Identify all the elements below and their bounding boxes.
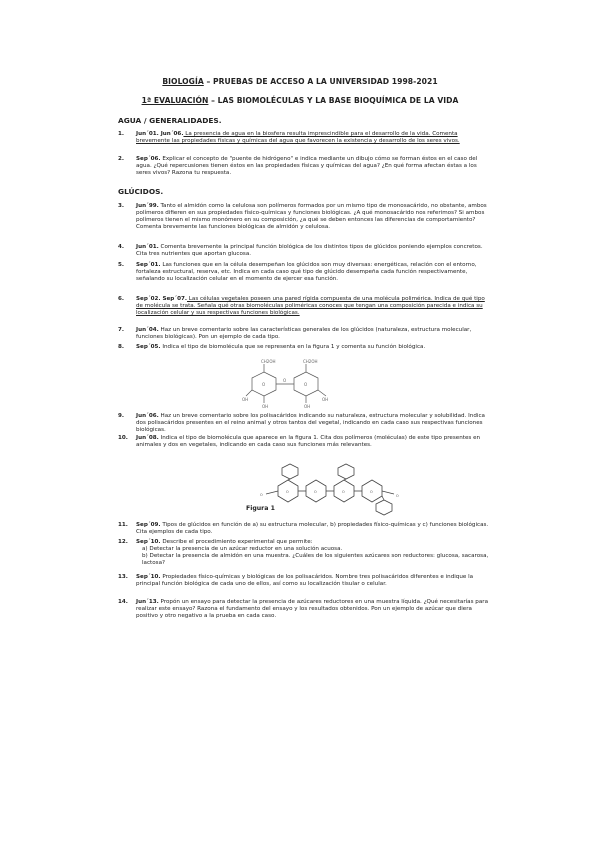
section-heading-agua: AGUA / GENERALIDADES. (118, 116, 222, 125)
question-number: 12. (118, 539, 128, 545)
question-number: 2. (118, 156, 125, 162)
question-3 (118, 203, 490, 231)
question-10 (118, 435, 490, 449)
question-number: 11. (118, 522, 128, 528)
subtitle-evaluation: 1ª EVALUACIÓN (141, 96, 209, 105)
title-rest: – PRUEBAS DE ACCESO A LA UNIVERSIDAD 1998-2021 (203, 77, 438, 86)
question-dates: Sep´09. (136, 522, 161, 528)
svg-text:CH2OH: CH2OH (303, 359, 318, 364)
question-text: Describe el procedimiento experimental que permite: (160, 539, 313, 545)
question-number: 1. (118, 131, 125, 137)
svg-text:O: O (342, 490, 345, 494)
question-text: Indica el tipo de biomolécula que aparece en la figura 1. Cita dos polímeros (moléculas) de este tipo presentes en animales y dos en vegetales, indicando en cada caso sus funciones más relevantes. (136, 435, 481, 448)
question-number: 10. (118, 435, 128, 441)
question-4 (118, 244, 490, 258)
question-dates: Sep´10. (136, 574, 161, 580)
question-dates: Sep´06. (136, 156, 161, 162)
question-dates: Sep´10. (136, 539, 161, 545)
question-2 (118, 156, 490, 177)
question-dates: Jun´99. (136, 203, 159, 209)
title-subject: BIOLOGÍA (162, 77, 204, 86)
svg-text:OH: OH (304, 404, 311, 409)
svg-text:OH: OH (322, 397, 329, 402)
question-subitem-a: a) Detectar la presencia de un azúcar reductor en una solución acuosa. (142, 545, 343, 552)
question-dates: Jun´08. (136, 435, 159, 441)
question-number: 8. (118, 344, 125, 350)
question-text: Comenta brevemente la principal función biológica de los distintos tipos de glúcidos poniendo ejemplos concretos. Cita tres nutrientes que aportan glucosa. (136, 244, 483, 257)
question-11 (118, 522, 490, 536)
svg-text:OH: OH (262, 404, 269, 409)
question-9 (118, 413, 490, 434)
question-number: 3. (118, 203, 125, 209)
question-text: Tipos de glúcidos en función de a) su estructura molecular, b) propiedades físico-químicas y c) funciones biológicas. Cita ejemplos de cada tipo. (136, 522, 489, 535)
figure-disaccharide-structure (242, 356, 334, 412)
question-14 (118, 599, 490, 620)
question-dates: Jun´13. (136, 599, 159, 605)
document-subtitle (0, 96, 600, 105)
question-subitem-b: b) Detectar la presencia de almidón en una muestra. ¿Cuáles de los siguientes azúcares son reductores: glucosa, sacarosa, lactosa? (142, 552, 489, 566)
svg-text:O: O (304, 382, 308, 387)
svg-text:OH: OH (242, 397, 249, 402)
section-heading-glucidos: GLÚCIDOS. (118, 187, 164, 196)
svg-text:O: O (314, 490, 317, 494)
question-text: Haz un breve comentario sobre los polisacáridos indicando su naturaleza, estructura molecular y solubilidad. Indica dos polisacáridos presentes en el reino animal y otros tantos del vegetal, indicando en cada caso sus respectivas funciones biológicas. (136, 413, 485, 433)
question-7 (118, 327, 490, 341)
figure-caption: Figura 1 (246, 505, 275, 512)
question-12 (118, 539, 490, 567)
question-dates: Jun´01. Jun´06. (136, 131, 184, 137)
svg-text:O: O (283, 378, 287, 383)
question-number: 4. (118, 244, 125, 250)
document-title (0, 77, 600, 86)
svg-text:O: O (396, 494, 399, 498)
subtitle-rest: – LAS BIOMOLÉCULAS Y LA BASE BIOQUÍMICA DE LA VIDA (208, 96, 459, 105)
question-13 (118, 574, 490, 588)
question-text: Propón un ensayo para detectar la presencia de azúcares reductores en una muestra líquida. ¿Qué necesitarías para realizar este ensayo? Razona el fundamento del ensayo y los resultados obtenidos. Pon un ejemplo de azúcar que diera positivo y otro negativo a la prueba en cada caso. (136, 599, 488, 619)
question-dates: Jun´06. (136, 413, 159, 419)
svg-text:O: O (286, 490, 289, 494)
question-text: Tanto el almidón como la celulosa son polímeros formados por un mismo tipo de monosacárido, no obstante, ambos polímeros difieren en sus propiedades físico-químicas y funciones biológicas. ¿A qué monosacárido nos referimos? Si ambos polímeros tienen el mismo monómero en su composición, ¿a qué se deben entonces las diferencias de comportamiento? Comenta brevemente las funciones biológicas de almidón y celulosa. (136, 203, 487, 230)
question-dates: Sep´01. (136, 262, 161, 268)
question-8 (118, 344, 490, 351)
question-text: Explicar el concepto de "puente de hidrógeno" e indica mediante un dibujo cómo se forman éstos en el caso del agua. ¿Qué repercusiones tienen éstos en las propiedades físicas y químicas del agua? ¿En qué forma afectan éstas a los seres vivos? Razona tu respuesta. (136, 156, 478, 176)
svg-text:O: O (262, 382, 266, 387)
question-1 (118, 131, 490, 145)
question-dates: Jun´04. (136, 327, 159, 333)
question-5 (118, 262, 490, 283)
question-text: Las células vegetales poseen una pared rígida compuesta de una molécula polimérica. Indica de qué tipo de molécula se trata. Señala qué otras biomoléculas poliméricas conoces que tengan una composición parecida e indica su localización celular y sus respectivas funciones biológicas. (136, 296, 485, 316)
question-dates: Jun´01. (136, 244, 159, 250)
svg-text:CH2OH: CH2OH (261, 359, 276, 364)
svg-text:O: O (370, 490, 373, 494)
svg-text:O: O (260, 493, 263, 497)
question-number: 6. (118, 296, 125, 302)
question-text: Propiedades físico-químicas y biológicas de los polisacáridos. Nombre tres polisacáridos diferentes e indique la principal función biológica de cada uno de ellos, así como su localización tisular o celular. (136, 574, 474, 587)
question-dates: Sep´05. (136, 344, 161, 350)
question-text: Las funciones que en la célula desempeñan los glúcidos son muy diversas: energéticas, relación con el entorno, fortaleza estructural, reserva, etc. Indica en cada caso qué tipo de glúcido desempeña cada función respectivamente, señalando su localización celular en el momento de ejercer esa función. (136, 262, 477, 282)
question-text: La presencia de agua en la biosfera resulta imprescindible para el desarrollo de la vida. Comenta brevemente las propiedades físicas y químicas del agua que favorecen la existencia y desarrollo de los seres vivos. (136, 131, 460, 144)
question-number: 5. (118, 262, 125, 268)
question-number: 14. (118, 599, 128, 605)
question-text: Haz un breve comentario sobre las características generales de los glúcidos (naturaleza, estructura molecular, funciones biológicas). Pon un ejemplo de cada tipo. (136, 327, 472, 340)
question-text: Indica el tipo de biomolécula que se representa en la figura 1 y comenta su función biológica. (160, 344, 426, 350)
question-dates: Sep´02. Sep´07. (136, 296, 188, 302)
question-number: 7. (118, 327, 125, 333)
question-6 (118, 296, 490, 317)
question-number: 13. (118, 574, 128, 580)
question-number: 9. (118, 413, 125, 419)
